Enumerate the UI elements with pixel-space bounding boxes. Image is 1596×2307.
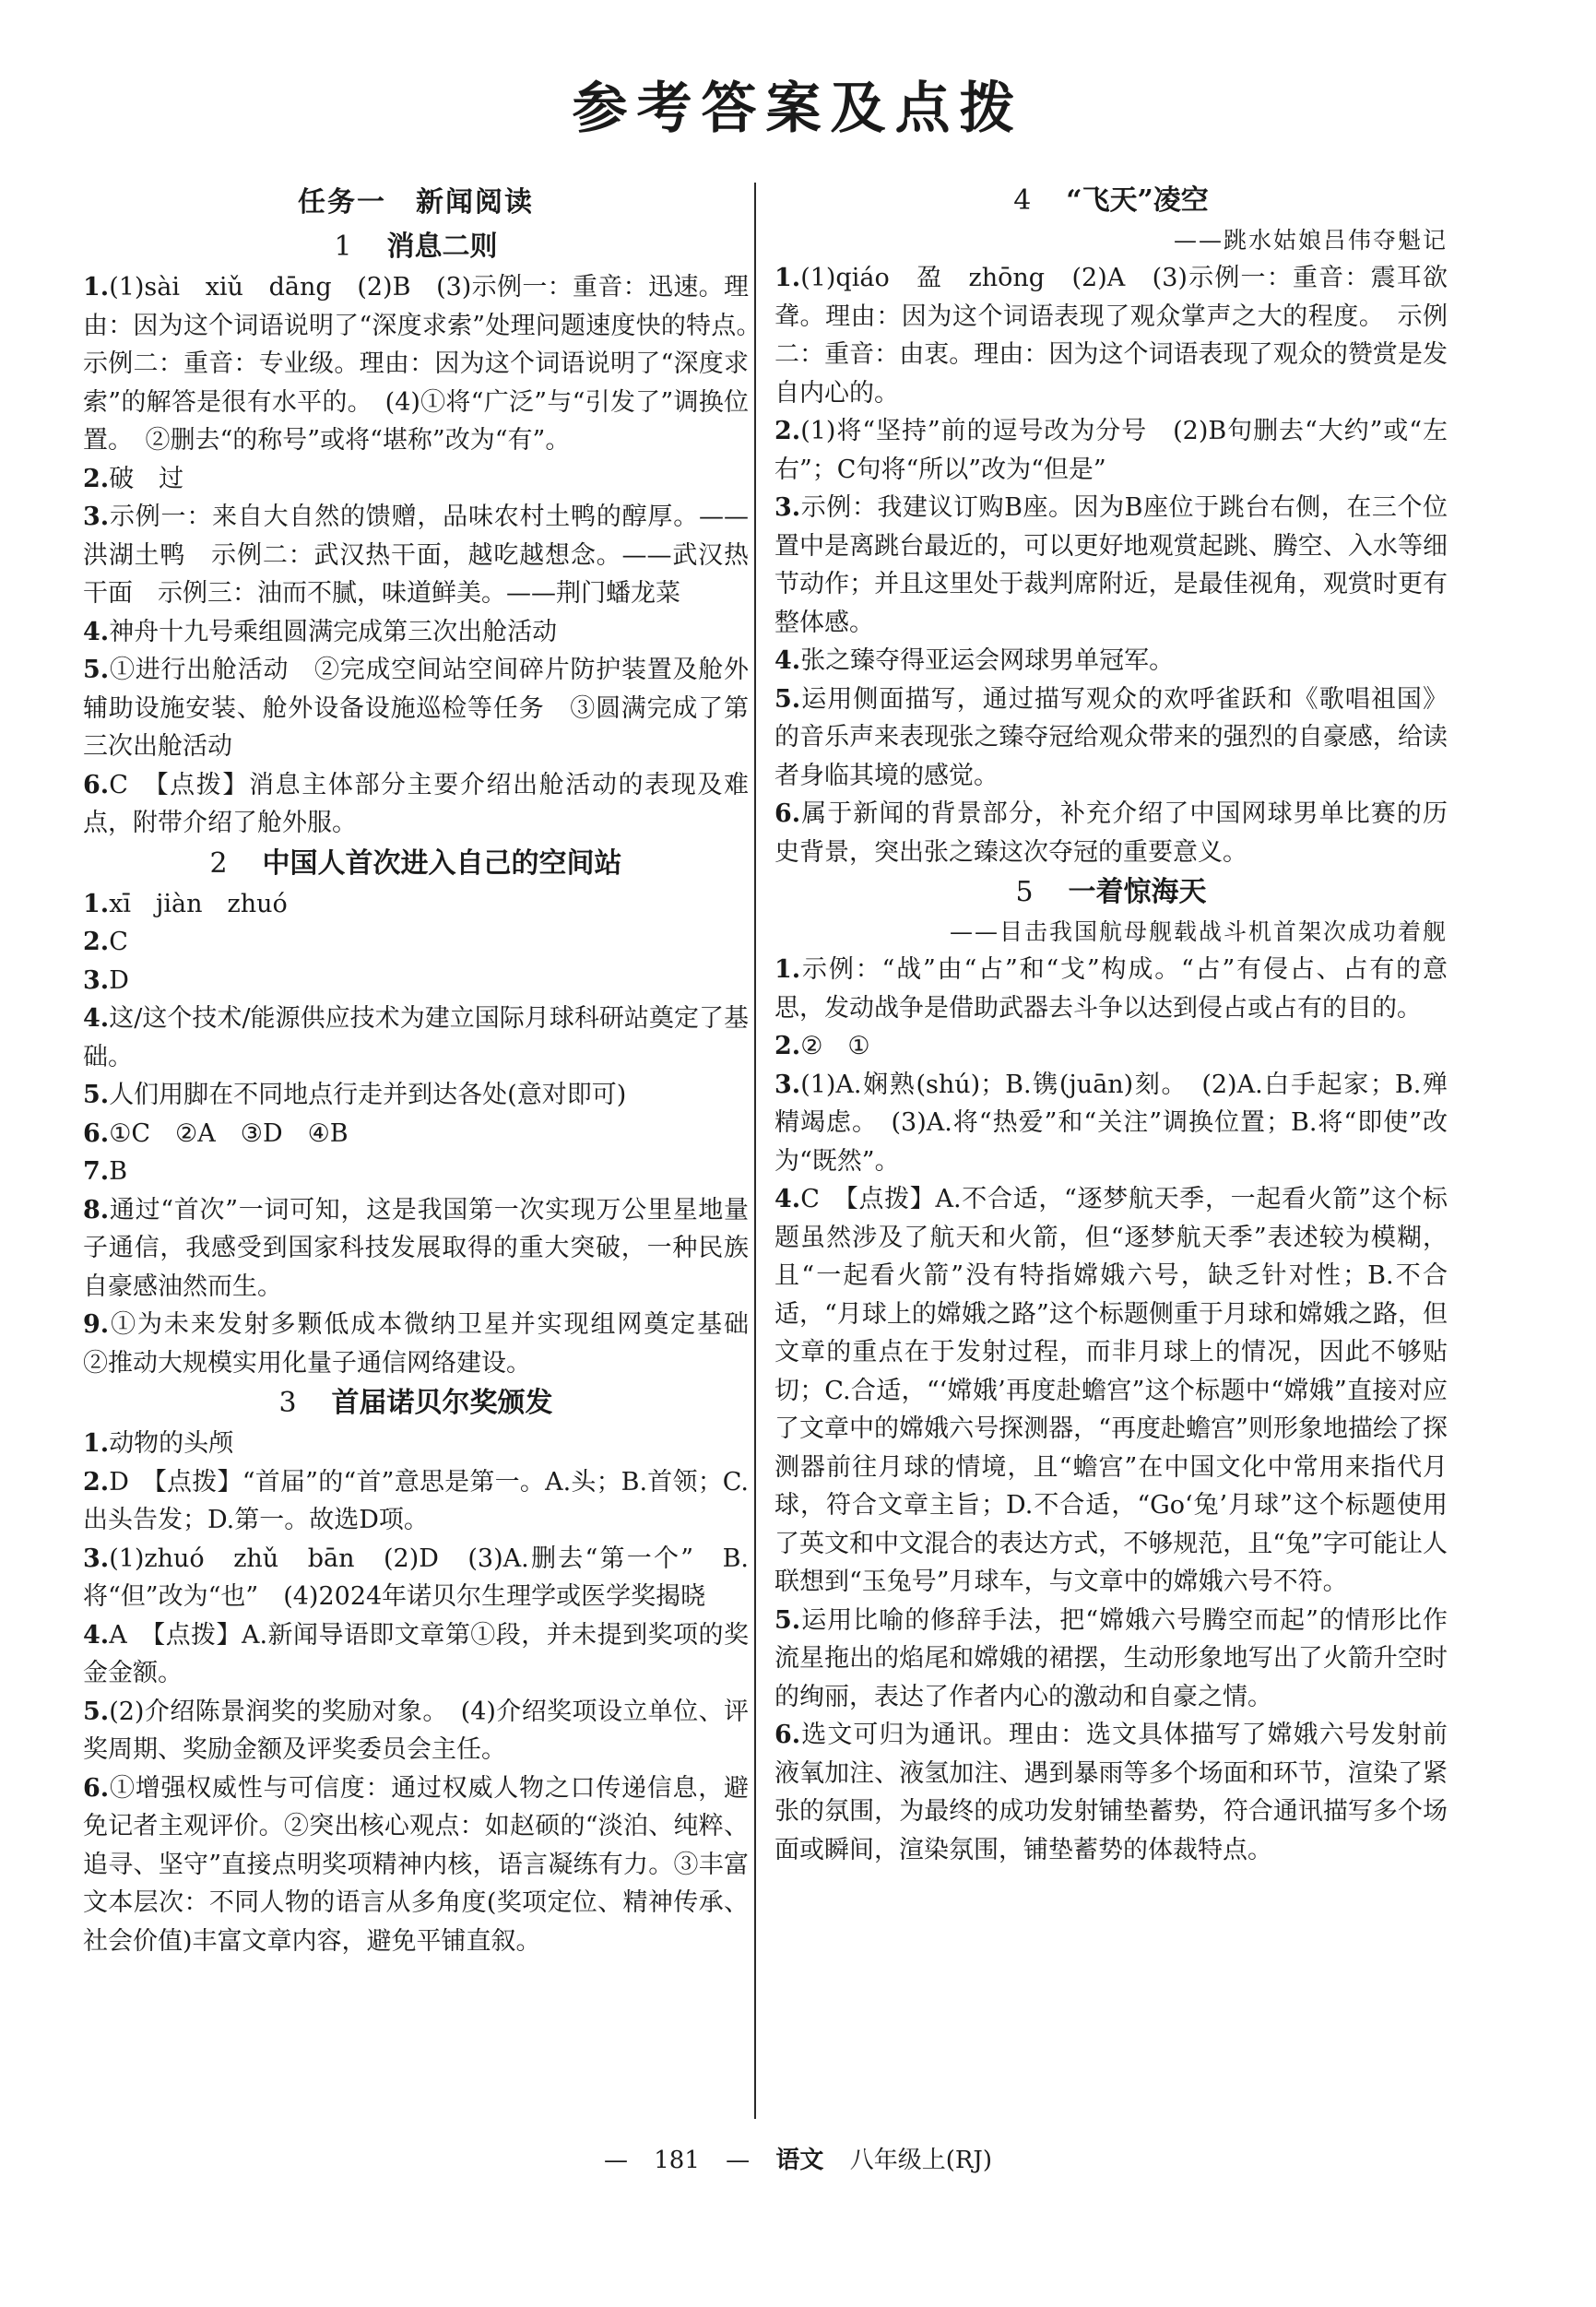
right-lessons (774, 180, 1448, 1869)
answer-number: 4. (774, 1185, 801, 1213)
answer-number: 4. (83, 1004, 110, 1033)
answer-number: 4. (83, 1620, 110, 1650)
answer-number: 3. (83, 1544, 110, 1573)
answer-number: 6. (83, 770, 110, 799)
left-lessons (83, 226, 774, 1960)
footer-dash-right: — (726, 2147, 751, 2174)
lesson-subtitle: ——目击我国航母舰载战斗机首架次成功着舰 (949, 918, 1448, 945)
answer-text: (1)将“坚持”前的逗号改为分号 (2)B句删去“大约”或“左右”；C句将“所以”改为“但是” (774, 417, 1448, 484)
lesson-title: 消息二则 (386, 231, 498, 263)
answer-text: 示例：“战”由“占”和“戈”构成。“占”有侵占、占有的意思，发动战争是借助武器去斗争以达到侵占或占有的目的。 (774, 955, 1448, 1023)
answer-number: 1. (774, 955, 801, 984)
answer-text: 示例一：来自大自然的馈赠，品味农村土鸭的醇厚。——洪湖土鸭 示例二：武汉热干面，越吃越想念。——武汉热干面 示例三：油而不腻，味道鲜美。——荆门蟠龙菜 (83, 503, 749, 608)
answer-text: (1)sài xiǔ dāng (2)B (3)示例一：重音：迅速。理由：因为这个词语说明了“深度求索”处理问题速度快的特点。 示例二：重音：专业级。理由：因为这个词语说明了“深度求索”的解答是很有水平的。 (4)①将“广泛”与“引发了”调换位置。 ②删去“的称号”或将“堪称”改为“有”。 (83, 273, 774, 455)
answer-item (83, 1115, 749, 1154)
answer-number: 3. (83, 965, 110, 995)
answer-text: 运用侧面描写，通过描写观众的欢呼雀跃和《歌唱祖国》的音乐声来表现张之臻夺冠给观众带来的强烈的自豪感，给读者身临其境的感觉。 (774, 684, 1448, 790)
answer-number: 6. (774, 799, 801, 828)
answer-number: 3. (83, 503, 110, 531)
lesson-title: 一着惊海天 (1068, 876, 1207, 908)
footer-grade: 八年级上(RJ) (849, 2147, 992, 2174)
answer-item (83, 1076, 749, 1115)
answer-text: ①为未来发射多颗低成本微纳卫星并实现组网奠定基础 ②推动大规模实用化量子通信网络建设。 (83, 1310, 774, 1378)
answer-text: 神舟十九号乘组圆满完成第三次出舱活动 (109, 617, 558, 646)
answer-text: 人们用脚在不同地点行走并到达各处(意对即可) (109, 1081, 627, 1109)
lesson-subtitle: ——跳水姑娘吕伟夺魁记 (1173, 227, 1448, 254)
answer-text: A 【点拨】A.新闻导语即文章第①段，并未提到奖项的奖金金额。 (83, 1620, 749, 1687)
answer-item (83, 1306, 774, 1382)
answer-item (83, 1463, 749, 1540)
answer-item (83, 1693, 749, 1769)
answer-item (83, 1769, 749, 1961)
answer-number: 6. (774, 1721, 801, 1749)
answer-number: 2. (83, 1467, 110, 1497)
answer-number: 1. (83, 1429, 110, 1458)
answer-number: 7. (83, 1157, 110, 1186)
answer-item (83, 766, 749, 843)
answer-text: D (109, 965, 129, 995)
page-footer (0, 2141, 1596, 2175)
lesson-heading (83, 226, 749, 268)
lesson-heading (83, 843, 749, 885)
answer-item (774, 489, 1448, 642)
left-column (83, 180, 774, 1960)
answer-item (83, 962, 749, 1000)
right-column (774, 180, 1448, 1869)
lesson-heading (774, 180, 1448, 222)
answer-text: ①进行出舱活动 ②完成空间站空间碎片防护装置及舱外辅助设施安装、舱外设备设施巡检等任务 ③圆满完成了第三次出舱活动 (83, 656, 749, 761)
lesson-number: 4 (1013, 184, 1032, 217)
answer-item (774, 642, 1448, 680)
answer-item (774, 1602, 1448, 1717)
answer-text: C 【点拨】A.不合适，“逐梦航天季，一起看火箭”这个标题虽然涉及了航天和火箭，但“逐梦航天季”表述较为模糊，且“一起看火箭”没有特指嫦娥六号，缺乏针对性；B.不合适，“月球上的嫦娥之路”这个标题侧重于月球和嫦娥之路，但文章的重点在于发射过程，而非月球上的情况，因此不够贴切；C.合适，“‘嫦娥’再度赴蟾宫”这个标题中“嫦娥”直接对应了文章中的嫦娥六号探测器，“再度赴蟾宫”则形象地描绘了探测器前往月球的情境，且“蟾宫”在中国文化中常用来指代月球，符合文章主旨；D.不合适，“Go‘兔’月球”这个标题使用了英文和中文混合的表达方式，不够规范，且“兔”字可能让人联想到“玉兔号”月球车，与文章中的嫦娥六号不符。 (774, 1185, 1448, 1596)
lesson-number: 1 (334, 231, 352, 263)
answer-number: 5. (83, 1081, 110, 1109)
answer-item (83, 498, 749, 613)
answer-item (83, 1153, 749, 1191)
answer-item (774, 1716, 1448, 1869)
answer-number: 1. (83, 889, 110, 918)
answer-item (83, 1540, 749, 1616)
answer-text: C (109, 928, 128, 956)
answer-number: 9. (83, 1310, 110, 1339)
answer-item (83, 460, 749, 499)
answer-text: 张之臻夺得亚运会网球男单冠军。 (800, 646, 1175, 675)
answer-number: 5. (774, 1605, 801, 1635)
answer-item (83, 923, 749, 962)
lesson-title: “飞天”凌空 (1066, 184, 1209, 217)
answer-number: 3. (774, 1070, 801, 1099)
answer-text: 选文可归为通讯。理由：选文具体描写了嫦娥六号发射前液氧加注、液氢加注、遇到暴雨等多个场面和环节，渲染了紧张的氛围，为最终的成功发射铺垫蓄势，符合通讯描写多个场面或瞬间，渲染氛围，铺垫蓄势的体裁特点。 (774, 1721, 1448, 1864)
answer-item (774, 1180, 1448, 1602)
footer-subject: 语文 (775, 2147, 824, 2174)
answer-number: 6. (83, 1118, 110, 1148)
lesson-title: 首届诺贝尔奖颁发 (331, 1387, 553, 1419)
answer-text: (2)介绍陈景润奖的奖励对象。 (4)介绍奖项设立单位、评奖周期、奖励金额及评奖委员会主任。 (83, 1697, 749, 1764)
answer-text: 这/这个技术/能源供应技术为建立国际月球科研站奠定了基础。 (83, 1004, 749, 1071)
answer-item (774, 951, 1448, 1027)
lesson-number: 2 (209, 846, 228, 880)
answer-number: 5. (83, 656, 110, 684)
page-number: 181 (654, 2147, 700, 2174)
lesson-heading (774, 871, 1448, 914)
answer-item (83, 1616, 749, 1693)
answer-text: (1)qiáo 盈 zhōng (2)A (3)示例一：重音：震耳欲聋。理由：因为这个词语表现了观众掌声之大的程度。 示例二：重音：由衷。理由：因为这个词语表现了观众的赞赏是发自内心的。 (774, 264, 1448, 408)
answer-number: 4. (83, 617, 110, 646)
lesson-title: 中国人首次进入自己的空间站 (262, 846, 622, 880)
answer-item (774, 680, 1448, 796)
answer-number: 1. (83, 273, 110, 302)
answer-text: 动物的头颅 (109, 1429, 234, 1458)
answer-number: 4. (774, 646, 801, 675)
answer-text: C 【点拨】消息主体部分主要介绍出舱活动的表现及难点，附带介绍了舱外服。 (83, 770, 749, 837)
section-heading: 任务一 新闻阅读 (298, 186, 534, 219)
lesson-number: 3 (278, 1387, 297, 1419)
answer-text: D 【点拨】“首届”的“首”意思是第一。A.头；B.首领；C.出头告发；D.第一。故选D项。 (83, 1467, 749, 1534)
answer-number: 1. (774, 264, 801, 292)
answer-item (774, 412, 1448, 489)
answer-number: 3. (774, 493, 801, 522)
answer-item (83, 1425, 749, 1463)
answer-text: 运用比喻的修辞手法，把“嫦娥六号腾空而起”的情形比作流星拖出的焰尾和嫦娥的裙摆，生动形象地写出了火箭升空时的绚丽，表达了作者内心的激动和自豪之情。 (774, 1605, 1448, 1711)
answer-item (774, 1027, 1448, 1066)
answer-number: 5. (774, 684, 801, 714)
answer-item (774, 1066, 1448, 1181)
lesson-number: 5 (1015, 876, 1034, 908)
answer-number: 2. (83, 464, 110, 493)
answer-number: 5. (83, 1697, 110, 1726)
answer-text: B (109, 1157, 128, 1186)
answer-item (83, 1191, 749, 1307)
answer-item (83, 651, 749, 766)
answer-item (774, 795, 1448, 871)
answer-text: xī jiàn zhuó (109, 889, 288, 918)
answer-text: 通过“首次”一词可知，这是我国第一次实现万公里星地量子通信，我感受到国家科技发展取得的重大突破，一种民族自豪感油然而生。 (83, 1195, 749, 1301)
answer-item (83, 268, 774, 460)
column-divider (754, 183, 756, 2119)
answer-text: 破 过 (109, 464, 184, 493)
answer-item (83, 1000, 749, 1076)
lesson-heading (83, 1382, 749, 1425)
answer-text: (1)A.娴熟(shú)；B.镌(juān)刻。 (2)A.白手起家；B.殚精竭虑。 (3)A.将“热爱”和“关注”调换位置；B.将“即使”改为“既然”。 (774, 1070, 1448, 1176)
answer-number: 6. (83, 1773, 110, 1803)
answer-text: ①增强权威性与可信度：通过权威人物之口传递信息，避免记者主观评价。②突出核心观点：如赵硕的“淡泊、纯粹、追寻、坚守”直接点明奖项精神内核，语言凝练有力。③丰富文本层次：不同人物的语言从多角度(奖项定位、精神传承、社会价值)丰富文章内容，避免平铺直叙。 (83, 1773, 749, 1956)
answer-text: 示例：我建议订购B座。因为B座位于跳台右侧，在三个位置中是离跳台最近的，可以更好地观赏起跳、腾空、入水等细节动作；并且这里处于裁判席附近，是最佳视角，观赏时更有整体感。 (774, 493, 1448, 637)
answer-number: 2. (774, 417, 801, 445)
footer-dash-left: — (603, 2147, 628, 2174)
answer-text: ①C ②A ③D ④B (109, 1118, 349, 1148)
answer-number: 2. (774, 1032, 801, 1060)
answer-item (83, 613, 749, 652)
page-title: 参考答案及点拨 (572, 77, 1024, 141)
answer-number: 2. (83, 928, 110, 956)
answer-item (83, 885, 749, 924)
answer-text: 属于新闻的背景部分，补充介绍了中国网球男单比赛的历史背景，突出张之臻这次夺冠的重要意义。 (774, 799, 1448, 867)
answer-text: (1)zhuó zhǔ bān (2)D (3)A.删去“第一个” B.将“但”改为“也” (4)2024年诺贝尔生理学或医学奖揭晓 (83, 1544, 749, 1611)
answer-text: ② ① (800, 1032, 870, 1060)
answer-number: 8. (83, 1195, 110, 1224)
answer-item (774, 259, 1448, 412)
